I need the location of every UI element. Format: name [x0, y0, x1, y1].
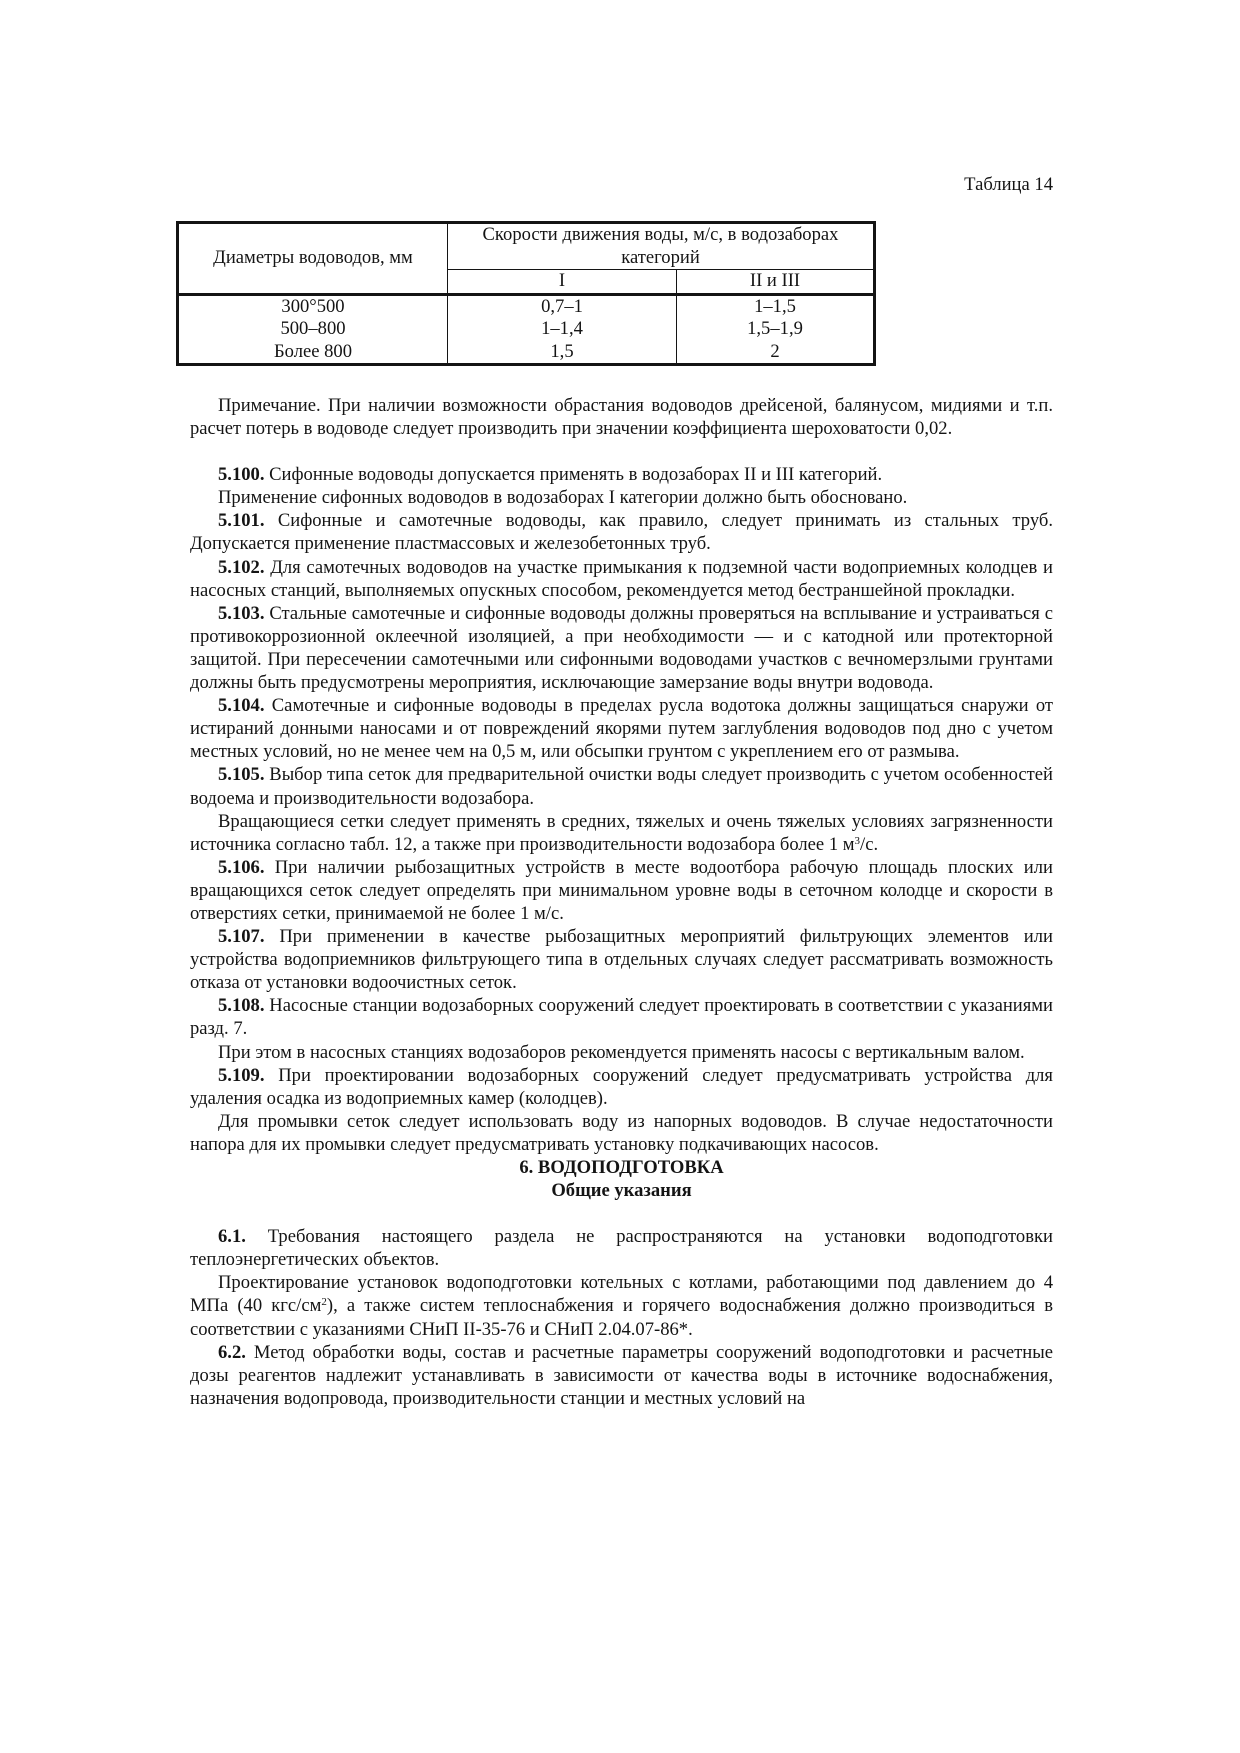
paragraph-number: 6.1.: [218, 1226, 246, 1248]
paragraph-text: Для самотечных водоводов на участке примыкания к подземной части водоприемных колодцев и насосных станций, выполняемых опускных способом, рекомендуется метод бестраншейной прокладки.: [190, 556, 1053, 601]
paragraph-number: 5.100.: [218, 464, 265, 486]
table-note: Примечание. При наличии возможности обрастания водоводов дрейсеной, балянусом, мидиями и т.п. расчет потерь в водоводе следует производить при значении коэффициента шероховатости 0,02.: [190, 395, 1053, 440]
paragraph: [190, 602, 1053, 694]
paragraph: [190, 1041, 1053, 1064]
paragraph-number: 5.109.: [218, 1064, 265, 1086]
paragraph-text: Сифонные и самотечные водоводы, как правило, следует принимать из стальных труб. Допускается применение пластмассовых и железобетонных труб.: [190, 510, 1053, 555]
table-cell: 1–1,4: [448, 318, 677, 341]
table-row: [178, 294, 875, 318]
paragraph: [190, 1271, 1053, 1340]
paragraph-text: Для промывки сеток следует использовать воду из напорных водоводов. В случае недостаточности напора для их промывки следует предусматривать установку подкачивающих насосов.: [190, 1110, 1053, 1155]
paragraph-text: При этом в насосных станциях водозаборов рекомендуется применять насосы с вертикальным валом.: [218, 1041, 1025, 1063]
paragraph: [190, 1341, 1053, 1410]
paragraph-text: Насосные станции водозаборных сооружений следует проектировать в соответствии с указаниями разд. 7.: [190, 995, 1053, 1040]
paragraph: [190, 1110, 1053, 1156]
paragraph-text-tail: /с.: [860, 833, 879, 855]
paragraph: [190, 1064, 1053, 1110]
paragraph-text: Требования настоящего раздела не распространяются на установки водоподготовки теплоэнергетических объектов.: [190, 1226, 1053, 1271]
category-i-header: I: [448, 270, 677, 295]
paragraph: [190, 463, 1053, 486]
paragraph: [190, 810, 1053, 856]
table-cell: 0,7–1: [448, 294, 677, 318]
paragraph-number: 5.103.: [218, 602, 265, 624]
paragraph: [190, 1225, 1053, 1271]
section-paragraph-list: [190, 1225, 1053, 1410]
category-ii-iii-header: II и III: [677, 270, 875, 295]
paragraph-number: 5.105.: [218, 764, 265, 786]
superscript: 2: [321, 1296, 327, 1309]
paragraph-text: При применении в качестве рыбозащитных мероприятий фильтрующих элементов или устройства водоприемников фильтрующего типа в отдельных случаях следует рассматривать возможность отказа от установки водоочистных сеток.: [190, 926, 1053, 994]
superscript: 3: [854, 834, 861, 847]
paragraph: [190, 556, 1053, 602]
paragraph-text: Выбор типа сеток для предварительной очистки воды следует производить с учетом особенностей водоема и производительности водозабора.: [190, 764, 1053, 809]
table-cell: 2: [677, 341, 875, 365]
table-cell: 1,5: [448, 341, 677, 365]
body-text: [190, 394, 1053, 1410]
table-cell: 1,5–1,9: [677, 318, 875, 341]
paragraph-text: Проектирование установок водоподготовки котельных с котлами, работающими под давлением до 4 МПа (40 кгс/см: [190, 1272, 1053, 1317]
paragraph-text-tail: ), а также систем теплоснабжения и горячего водоснабжения должно производиться в соответствии с указаниями СНиП II-35-76 и СНиП 2.04.07-86*.: [190, 1295, 1053, 1340]
paragraph: [190, 763, 1053, 809]
paragraph: [190, 509, 1053, 555]
table-cell: 1–1,5: [677, 294, 875, 318]
table-cell: 300°500: [178, 294, 448, 318]
paragraph-number: 6.2.: [218, 1341, 246, 1363]
table-cell: 500–800: [178, 318, 448, 341]
paragraph-number: 5.104.: [218, 695, 265, 717]
paragraph: [190, 486, 1053, 509]
velocity-group-header: Скорости движения воды, м/с, в водозаборах категорий: [448, 223, 875, 270]
table-cell: Более 800: [178, 341, 448, 365]
paragraph-text: Метод обработки воды, состав и расчетные параметры сооружений водоподготовки и расчетные дозы реагентов надлежит устанавливать в зависимости от качества воды в источнике водоснабжения, назначения водопровода, производительности станции и местных условий на: [190, 1341, 1053, 1409]
paragraph: [190, 694, 1053, 763]
paragraph-text: При наличии рыбозащитных устройств в месте водоотбора рабочую площадь плоских или вращающихся сеток следует определять при минимальном уровне воды в сеточном колодце и скорости в отверстиях сетки, принимаемой не более 1 м/с.: [190, 856, 1053, 924]
paragraph-text: Самотечные и сифонные водоводы в пределах русла водотока должны защищаться снаружи от истираний донными наносами и от повреждений якорями путем заглубления водоводов под дно с учетом местных условий, но не менее чем на 0,5 м, или обсыпки грунтом с укреплением его от размыва.: [190, 695, 1053, 763]
paragraph: [190, 856, 1053, 925]
paragraph-number: 5.107.: [218, 926, 265, 948]
table-row: [178, 318, 875, 341]
paragraph-number: 5.106.: [218, 856, 265, 878]
col-diameter-header: Диаметры водоводов, мм: [178, 223, 448, 295]
table-row: [178, 341, 875, 365]
paragraph: [190, 925, 1053, 994]
paragraph-text: При проектировании водозаборных сооружений следует предусматривать устройства для удаления осадка из водоприемных камер (колодцев).: [190, 1064, 1053, 1109]
paragraph-list: [190, 463, 1053, 1156]
paragraph: [190, 994, 1053, 1040]
table-caption: Таблица 14: [964, 174, 1053, 195]
paragraph-number: 5.101.: [218, 510, 265, 532]
paragraph-text: Стальные самотечные и сифонные водоводы должны проверяться на всплывание и устраиваться с противокоррозионной оклеечной изоляцией, а при необходимости — и с катодной или протекторной защитой. При пересечении самотечными или сифонными водоводами участков с вечномерзлыми грунтами должны быть предусмотрены мероприятия, исключающие замерзание воды внутри водовода.: [190, 602, 1053, 694]
paragraph-text: Вращающиеся сетки следует применять в средних, тяжелых и очень тяжелых условиях загрязненности источника согласно табл. 12, а также при производительности водозабора более 1 м: [190, 810, 1053, 855]
paragraph-text: Сифонные водоводы допускается применять в водозаборах II и III категорий.: [264, 464, 883, 486]
section-title: 6. ВОДОПОДГОТОВКА: [519, 1157, 724, 1178]
velocity-table: [176, 221, 876, 366]
paragraph-number: 5.108.: [218, 995, 265, 1017]
paragraph-text: Применение сифонных водоводов в водозаборах I категории должно быть обосновано.: [218, 487, 908, 509]
subsection-title: Общие указания: [551, 1180, 692, 1202]
paragraph-number: 5.102.: [218, 556, 265, 578]
